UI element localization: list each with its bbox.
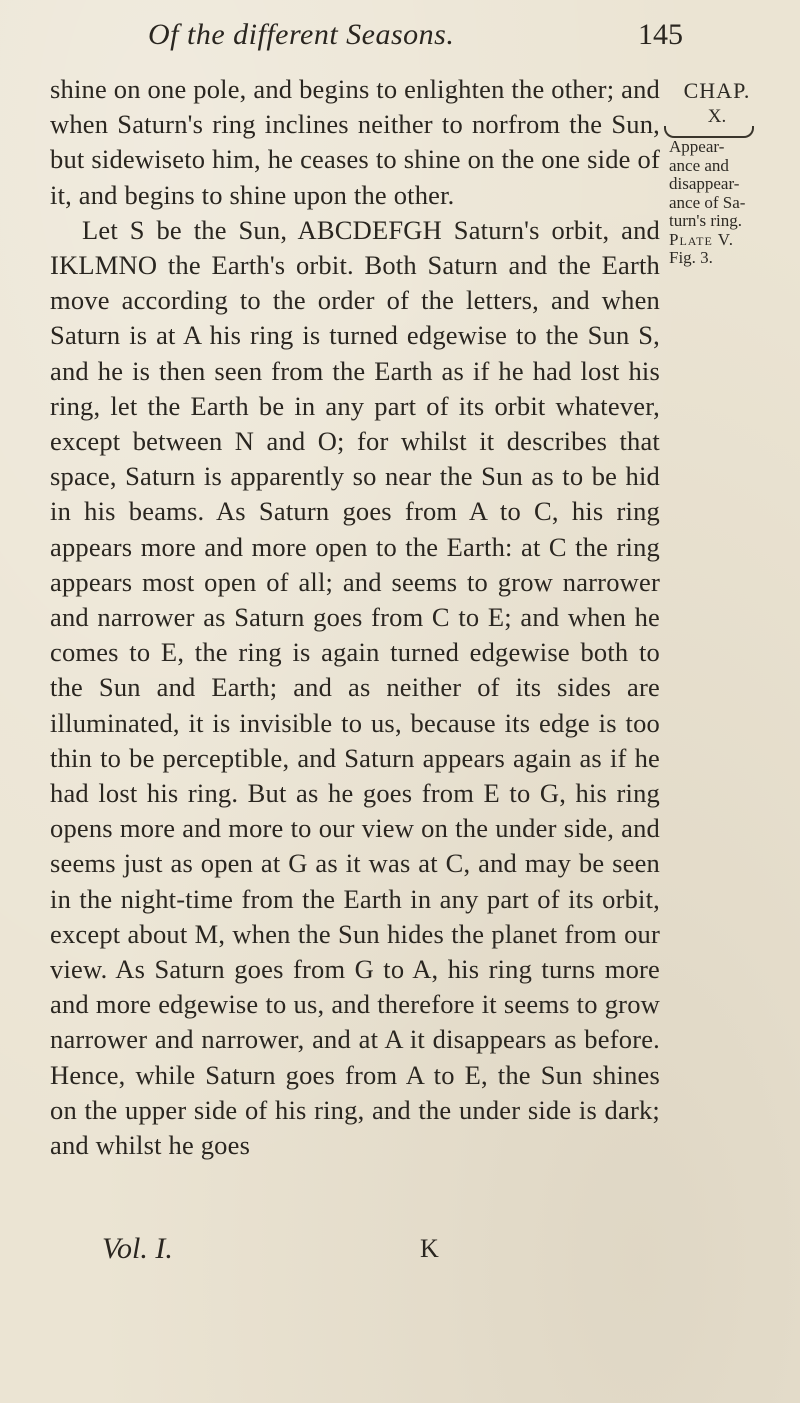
side-note-line: disappear- — [669, 174, 740, 193]
running-head-title: Of the different Seasons. — [148, 18, 455, 51]
side-note-figure-ref: Fig. 3. — [669, 248, 713, 267]
margin-chapter-number: X. — [707, 106, 727, 127]
footer-volume: Vol. I. — [102, 1232, 173, 1265]
page-number: 145 — [638, 18, 683, 51]
side-note-line: turn's ring. — [669, 211, 742, 230]
side-note-plate-ref: Plate V. — [669, 229, 735, 249]
footer-signature-mark: K — [420, 1234, 439, 1263]
margin-chapter-label: CHAP. — [683, 78, 751, 103]
side-note-line: ance and — [669, 155, 729, 175]
body-text — [50, 72, 660, 1163]
paragraph-1: shine on one pole, and begins to enlighten the other; and when Saturn's ring inclines neither to norfrom the Sun, but sidewiseto him, he ceases to shine on the one side of it, and begins to shine upon the other. — [50, 74, 660, 210]
side-note-line: ance of Sa- — [669, 192, 746, 212]
margin-side-note — [669, 138, 799, 268]
running-head — [148, 18, 454, 52]
side-note-line: Appear- — [669, 137, 725, 156]
paragraph-2: Let S be the Sun, ABCDEFGH Saturn's orbit, and IKLMNO the Earth's orbit. Both Saturn and the Earth move according to the order of the letters, and when Saturn is at A his ring is turned edgewise to the Sun S, and he is then seen from the Earth as if he had lost his ring, let the Earth be in any part of its orbit whatever, except between N and O; for whilst it describes that space, Saturn is apparently so near the Sun as to be hid in his beams. As Saturn goes from A to C, his ring appears more and more open to the Earth: at C the ring appears most open of all; and seems to grow narrower and narrower as Saturn goes from C to E; and when he comes to E, the ring is again turned edgewise both to the Sun and Earth; and as neither of its sides are illuminated, it is invisible to us, because its edge is too thin to be perceptible, and Saturn appears again as if he had lost his ring. But as he goes from E to G, his ring opens more and more to our view on the under side, and seems just as open at G as it was at C, and may be seen in the night-time from the Earth in any part of its orbit, except about M, when the Sun hides the planet from our view. As Saturn goes from G to A, his ring turns more and more edgewise to us, and therefore it seems to grow narrower and narrower, and at A it disappears as before. Hence, while Saturn goes from A to E, the Sun shines on the upper side of his ring, and the under side is dark; and whilst he goes — [50, 214, 660, 1161]
